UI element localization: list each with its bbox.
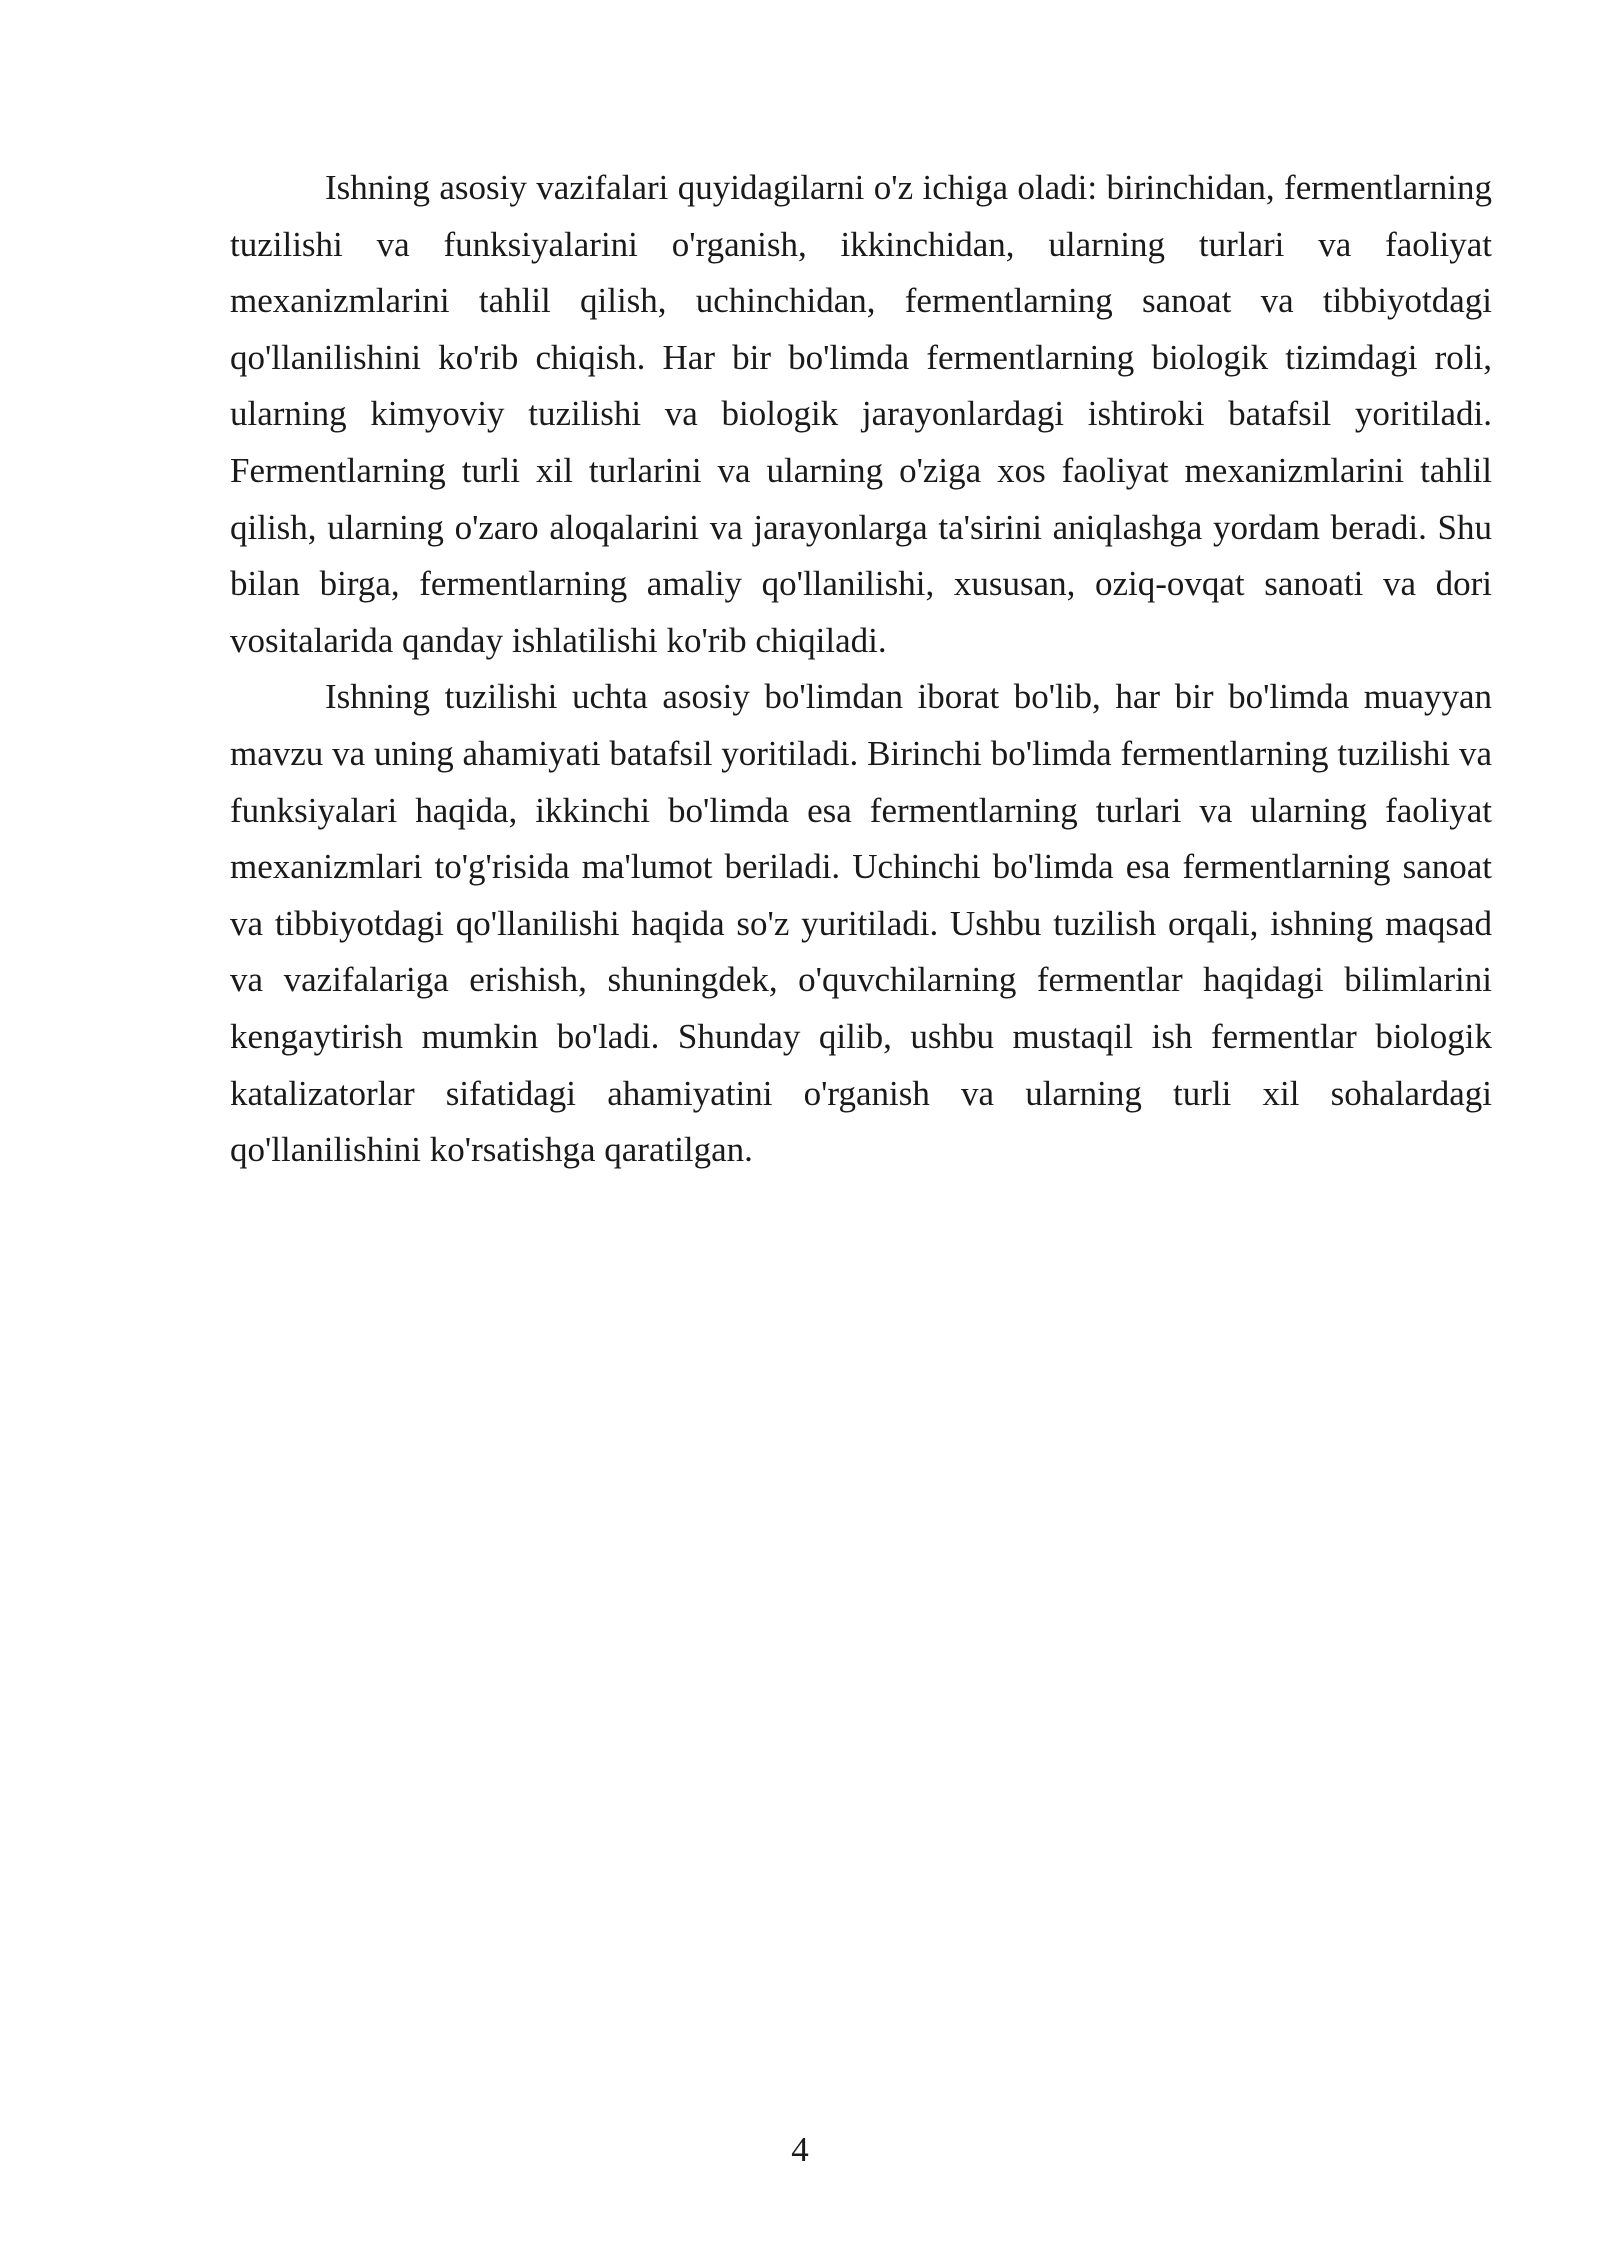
- page-number: 4: [791, 2130, 809, 2169]
- body-text: [230, 160, 1492, 1179]
- paragraph-structure: Ishning tuzilishi uchta asosiy bo'limdan iborat bo'lib, har bir bo'limda muayyan mavzu va uning ahamiyati batafsil yoritiladi. Birinchi bo'limda fermentlarning tuzilishi va funksiyalari haqida, ikkinchi bo'limda esa fermentlarning turlari va ularning faoliyat mexanizmlari to'g'risida ma'lumot beriladi. Uchinchi bo'limda esa fermentlarning sanoat va tibbiyotdagi qo'llanilishi haqida so'z yuritiladi. Ushbu tuzilish orqali, ishning maqsad va vazifalariga erishish, shuningdek, o'quvchilarning fermentlar haqidagi bilimlarini kengaytirish mumkin bo'ladi. Shunday qilib, ushbu mustaqil ish fermentlar biologik katalizatorlar sifatidagi ahamiyatini o'rganish va ularning turli xil sohalardagi qo'llanilishini ko'rsatishga qaratilgan.: [230, 677, 1492, 1170]
- paragraph-tasks: Ishning asosiy vazifalari quyidagilarni o'z ichiga oladi: birinchidan, fermentlarning tuzilishi va funksiyalarini o'rganish, ikkinchidan, ularning turlari va faoliyat mexanizmlarini tahlil qilish, uchinchidan, fermentlarning sanoat va tibbiyotdagi qo'llanilishini ko'rib chiqish. Har bir bo'limda fermentlarning biologik tizimdagi roli, ularning kimyoviy tuzilishi va biologik jarayonlardagi ishtiroki batafsil yoritiladi. Fermentlarning turli xil turlarini va ularning o'ziga xos faoliyat mexanizmlarini tahlil qilish, ularning o'zaro aloqalarini va jarayonlarga ta'sirini aniqlashga yordam beradi. Shu bilan birga, fermentlarning amaliy qo'llanilishi, xususan, oziq-ovqat sanoati va dori vositalarida qanday ishlatilishi ko'rib chiqiladi.: [230, 168, 1492, 660]
